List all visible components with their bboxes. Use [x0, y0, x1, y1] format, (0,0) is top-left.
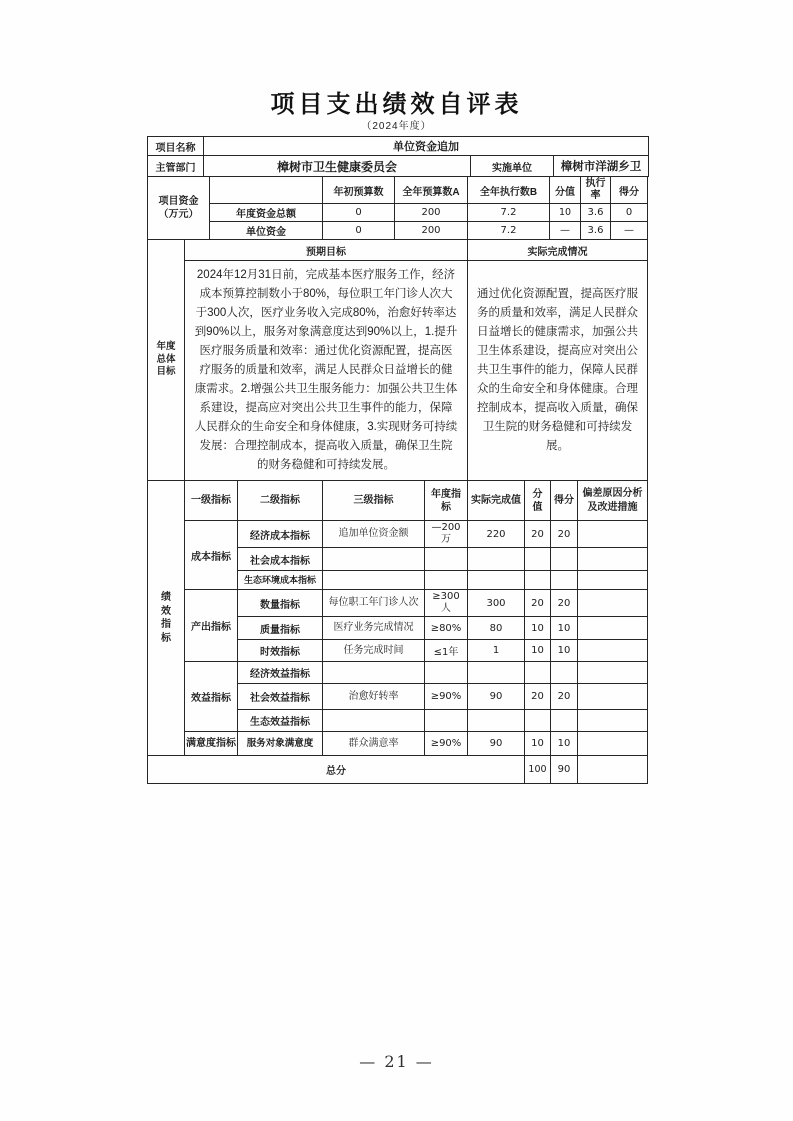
header-score: 得分: [551, 481, 578, 521]
actual-completion-header: 实际完成情况: [468, 240, 648, 261]
cell-score: [551, 710, 578, 732]
indicator-row: [148, 590, 648, 617]
cell-annual-target: —200万: [425, 521, 468, 548]
cell-level2: 质量指标: [238, 617, 323, 640]
funds-row-name: 年度资金总额: [210, 204, 323, 222]
project-name-label: 项目名称: [148, 137, 204, 156]
cell-level2: 生态效益指标: [238, 710, 323, 732]
cell-deviation: [578, 684, 648, 710]
indicator-row: [148, 521, 648, 548]
funds-header-executed: 全年执行数B: [468, 177, 550, 204]
expected-goal-text: 2024年12月31日前，完成基本医疗服务工作，经济成本预算控制数小于80%，每位职工年门诊人次大于300人次，医疗业务收入完成80%，治愈好转率达到90%以上，服务对象满意度达到90%以上，1.提升医疗服务质量和效率：通过优化资源配置，提高医疗服务的质量和效率，满足人民群众日益增长的健康需求。2.增强公共卫生服务能力：加强公共卫生体系建设，提高应对突出公共卫生事件的能力，保障人民群众的生命安全和身体健康，3.实现财务可持续发展：合理控制成本，提高收入质量，确保卫生院的财务稳健和可持续发展。: [185, 261, 468, 481]
dept-label: 主管部门: [148, 156, 204, 177]
cell-annual-target: ≥90%: [425, 732, 468, 756]
funds-label: 项目资金（万元）: [148, 177, 210, 240]
cell-score: 10: [551, 617, 578, 640]
cell-level2: 经济效益指标: [238, 662, 323, 684]
total-score: 90: [551, 756, 578, 784]
annual-goal-section: [147, 239, 648, 481]
funds-header-score: 得分: [611, 177, 648, 204]
indicators-side-label: 绩效指标: [148, 481, 185, 756]
cell-deviation: [578, 640, 648, 662]
funds-header-initial: 年初预算数: [323, 177, 395, 204]
cell-score-value: 10: [525, 640, 551, 662]
group-satisfaction: 满意度指标: [185, 732, 238, 756]
cell-level3: 群众满意率: [323, 732, 425, 756]
cell-annual-target: [425, 662, 468, 684]
cell-actual-value: [468, 548, 525, 571]
total-score-row: [148, 756, 648, 784]
funds-cell-score: —: [611, 222, 648, 240]
cell-deviation: [578, 521, 648, 548]
header-actual-value: 实际完成值: [468, 481, 525, 521]
cell-level2: 社会效益指标: [238, 684, 323, 710]
cell-score: 20: [551, 684, 578, 710]
project-name-section: [147, 136, 649, 156]
cell-level3: [323, 548, 425, 571]
cell-annual-target: [425, 571, 468, 590]
project-name-value: 单位资金追加: [204, 137, 649, 156]
cell-deviation: [578, 571, 648, 590]
goal-side-label: 年度总体目标: [148, 240, 185, 481]
cell-level2: 时效指标: [238, 640, 323, 662]
cell-score: 10: [551, 732, 578, 756]
group-output: 产出指标: [185, 590, 238, 662]
cell-score: [551, 548, 578, 571]
cell-deviation: [578, 662, 648, 684]
header-annual-target: 年度指标: [425, 481, 468, 521]
total-score-label: 总分: [148, 756, 525, 784]
department-row: [148, 156, 649, 177]
impl-unit-value: 樟树市洋湖乡卫: [554, 156, 649, 177]
cell-level2: 生态环境成本指标: [238, 571, 323, 590]
funds-cell-rate: 3.6: [581, 204, 611, 222]
cell-deviation: [578, 732, 648, 756]
cell-score: [551, 662, 578, 684]
cell-deviation: [578, 617, 648, 640]
cell-score: 10: [551, 640, 578, 662]
cell-score-value: [525, 662, 551, 684]
indicator-row: [148, 662, 648, 684]
total-score-value: 100: [525, 756, 551, 784]
actual-completion-text: 通过优化资源配置，提高医疗服务的质量和效率，满足人民群众日益增长的健康需求，加强公共卫生体系建设，提高应对突出公共卫生事件的能力，保障人民群众的生命安全和身体健康。合理控制成本，提高收入质量，确保卫生院的财务稳健和可持续发展。: [468, 261, 648, 481]
cell-level2: 服务对象满意度: [238, 732, 323, 756]
funds-cell-initial: 0: [323, 204, 395, 222]
cell-score-value: 10: [525, 732, 551, 756]
funds-header-row: [148, 177, 648, 204]
funds-cell-score: 0: [611, 204, 648, 222]
cell-score-value: [525, 571, 551, 590]
funds-empty-header: [210, 177, 323, 204]
impl-unit-label: 实施单位: [471, 156, 554, 177]
funds-cell-budget: 200: [395, 204, 468, 222]
project-name-row: [148, 137, 649, 156]
cell-level3: 追加单位资金额: [323, 521, 425, 548]
cell-annual-target: [425, 710, 468, 732]
document-title: 项目支出绩效自评表: [270, 91, 523, 118]
cell-deviation: [578, 590, 648, 617]
cell-level3: 每位职工年门诊人次: [323, 590, 425, 617]
funds-header-budget: 全年预算数A: [395, 177, 468, 204]
cell-annual-target: ≥300人: [425, 590, 468, 617]
header-level1: 一级指标: [185, 481, 238, 521]
cell-actual-value: 220: [468, 521, 525, 548]
cell-score-value: 20: [525, 684, 551, 710]
cell-score: [551, 571, 578, 590]
evaluation-table: [147, 137, 649, 784]
cell-level3: 任务完成时间: [323, 640, 425, 662]
goal-header-row: [148, 240, 648, 261]
goal-content-row: [148, 261, 648, 481]
group-benefit: 效益指标: [185, 662, 238, 732]
funds-header-score-value: 分值: [550, 177, 581, 204]
page-number: — 21 —: [359, 1052, 434, 1071]
indicators-header-row: [148, 481, 648, 521]
funds-section: [147, 176, 648, 240]
cell-annual-target: ≤1年: [425, 640, 468, 662]
funds-cell-score-value: —: [550, 222, 581, 240]
funds-row-unit: [148, 222, 648, 240]
funds-header-rate: 执行率: [581, 177, 611, 204]
cell-level2: 社会成本指标: [238, 548, 323, 571]
funds-cell-budget: 200: [395, 222, 468, 240]
cell-score-value: 20: [525, 590, 551, 617]
funds-cell-executed: 7.2: [468, 204, 550, 222]
cell-level3: [323, 662, 425, 684]
indicator-row: [148, 732, 648, 756]
cell-score-value: 20: [525, 521, 551, 548]
funds-row-total: [148, 204, 648, 222]
expected-goal-header: 预期目标: [185, 240, 468, 261]
document-subtitle: （2024年度）: [361, 121, 432, 132]
cell-actual-value: [468, 710, 525, 732]
cell-deviation: [578, 710, 648, 732]
cell-actual-value: 300: [468, 590, 525, 617]
header-score-value: 分值: [525, 481, 551, 521]
funds-cell-rate: 3.6: [581, 222, 611, 240]
header-level3: 三级指标: [323, 481, 425, 521]
cell-level2: 数量指标: [238, 590, 323, 617]
cell-score: 20: [551, 521, 578, 548]
cell-score-value: 10: [525, 617, 551, 640]
cell-level3: 治愈好转率: [323, 684, 425, 710]
cell-actual-value: 90: [468, 732, 525, 756]
cell-level3: [323, 710, 425, 732]
funds-cell-initial: 0: [323, 222, 395, 240]
cell-annual-target: ≥90%: [425, 684, 468, 710]
funds-row-name: 单位资金: [210, 222, 323, 240]
cell-annual-target: [425, 548, 468, 571]
group-cost: 成本指标: [185, 521, 238, 590]
cell-annual-target: ≥80%: [425, 617, 468, 640]
cell-actual-value: 90: [468, 684, 525, 710]
cell-level3: 医疗业务完成情况: [323, 617, 425, 640]
indicators-section: [147, 480, 648, 784]
cell-score: 20: [551, 590, 578, 617]
cell-actual-value: 80: [468, 617, 525, 640]
cell-deviation: [578, 548, 648, 571]
header-deviation: 偏差原因分析及改进措施: [578, 481, 648, 521]
cell-level2: 经济成本指标: [238, 521, 323, 548]
dept-value: 樟树市卫生健康委员会: [204, 156, 471, 177]
cell-actual-value: [468, 571, 525, 590]
department-section: [147, 155, 649, 177]
cell-score-value: [525, 710, 551, 732]
cell-score-value: [525, 548, 551, 571]
header-level2: 二级指标: [238, 481, 323, 521]
cell-actual-value: 1: [468, 640, 525, 662]
cell-level3: [323, 571, 425, 590]
funds-cell-score-value: 10: [550, 204, 581, 222]
cell-actual-value: [468, 662, 525, 684]
total-deviation: [578, 756, 648, 784]
funds-cell-executed: 7.2: [468, 222, 550, 240]
